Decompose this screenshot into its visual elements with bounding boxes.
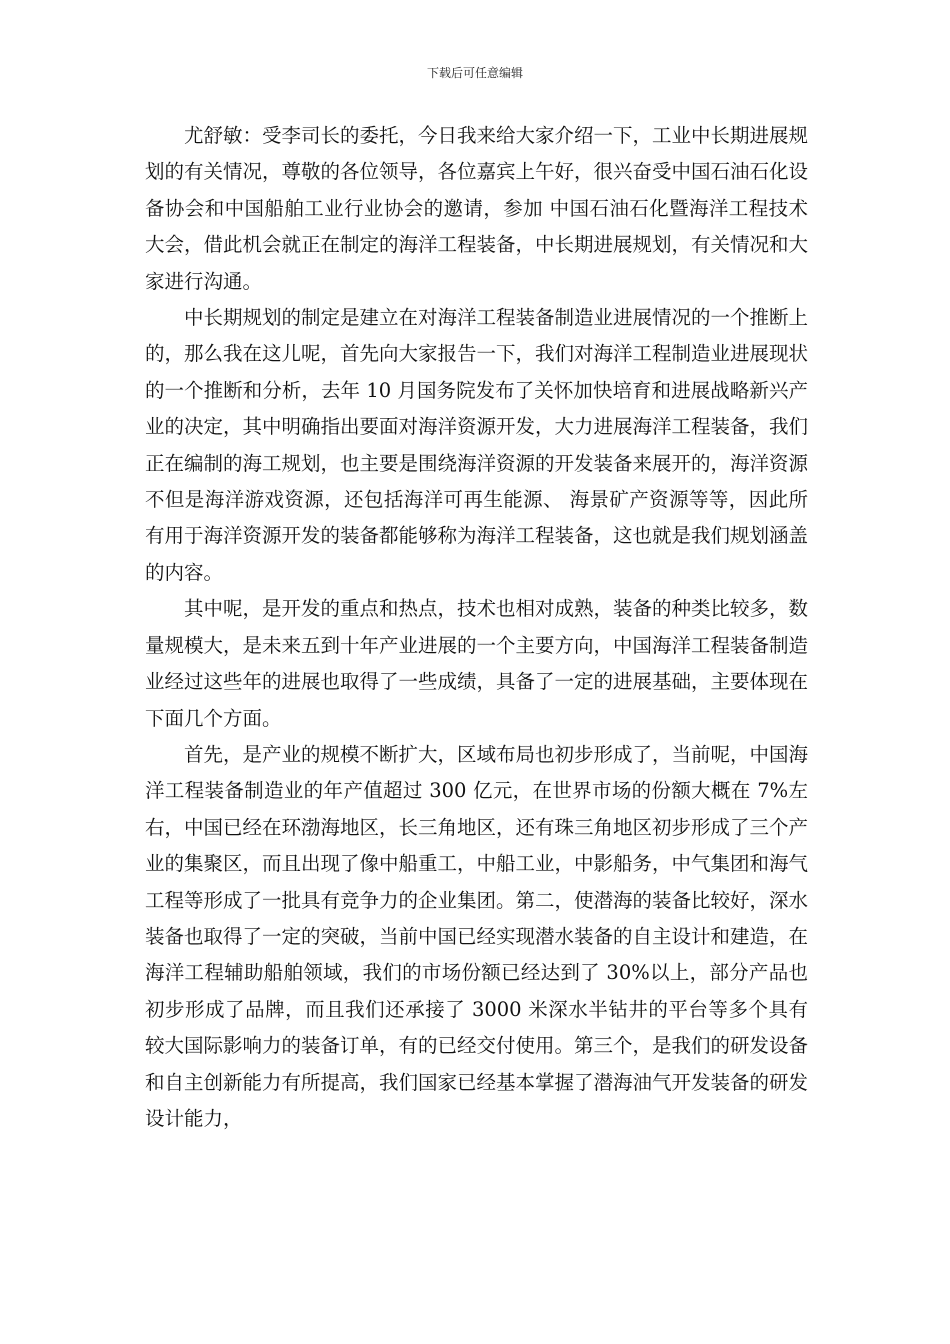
document-body <box>145 118 808 1137</box>
paragraph: 首先，是产业的规模不断扩大，区域布局也初步形成了，当前呢，中国海洋工程装备制造业的年产值超过 300 亿元，在世界市场的份额大概在 7%左右，中国已经在环渤海地区，长三角地区，还有珠三角地区初步形成了三个产业的集聚区，而且出现了像中船重工，中船工业，中影船务，中气集团和海气工程等形成了一批具有竞争力的企业集团。第二，使潜海的装备比较好，深水装备也取得了一定的突破，当前中国已经实现潜水装备的自主设计和建造，在海洋工程辅助船舶领域，我们的市场份额已经达到了 30%以上，部分产品也初步形成了品牌，而且我们还承接了 3000 米深水半钻井的平台等多个具有较大国际影响力的装备订单，有的已经交付使用。第三个，是我们的研发设备和自主创新能力有所提高，我们国家已经基本掌握了潜海油气开发装备的研发设计能力， <box>145 742 809 1130</box>
page-header: 下载后可任意编辑 <box>426 66 523 80</box>
paragraph: 尤舒敏：受李司长的委托，今日我来给大家介绍一下，工业中长期进展规划的有关情况，尊敬的各位领导，各位嘉宾上午好，很兴奋受中国石油石化设备协会和中国船舶工业行业协会的邀请，参加 中国石油石化暨海洋工程技术大会，借此机会就正在制定的海洋工程装备，中长期进展规划，有关情况和大家进行沟通。 <box>145 124 809 293</box>
paragraph: 其中呢，是开发的重点和热点，技术也相对成熟，装备的种类比较多，数量规模大，是未来五到十年产业进展的一个主要方向，中国海洋工程装备制造业经过这些年的进展也取得了一些成绩，具备了一定的进展基础，主要体现在下面几个方面。 <box>145 597 809 730</box>
paragraph: 中长期规划的制定是建立在对海洋工程装备制造业进展情况的一个推断上的，那么我在这儿呢，首先向大家报告一下，我们对海洋工程制造业进展现状的一个推断和分析，去年 10 月国务院发布了关怀加快培育和进展战略新兴产业的决定，其中明确指出要面对海洋资源开发，大力进展海洋工程装备，我们正在编制的海工规划，也主要是围绕海洋资源的开发装备来展开的，海洋资源不但是海洋游戏资源，还包括海洋可再生能源、 海景矿产资源等等，因此所有用于海洋资源开发的装备都能够称为海洋工程装备，这也就是我们规划涵盖的内容。 <box>145 306 809 584</box>
